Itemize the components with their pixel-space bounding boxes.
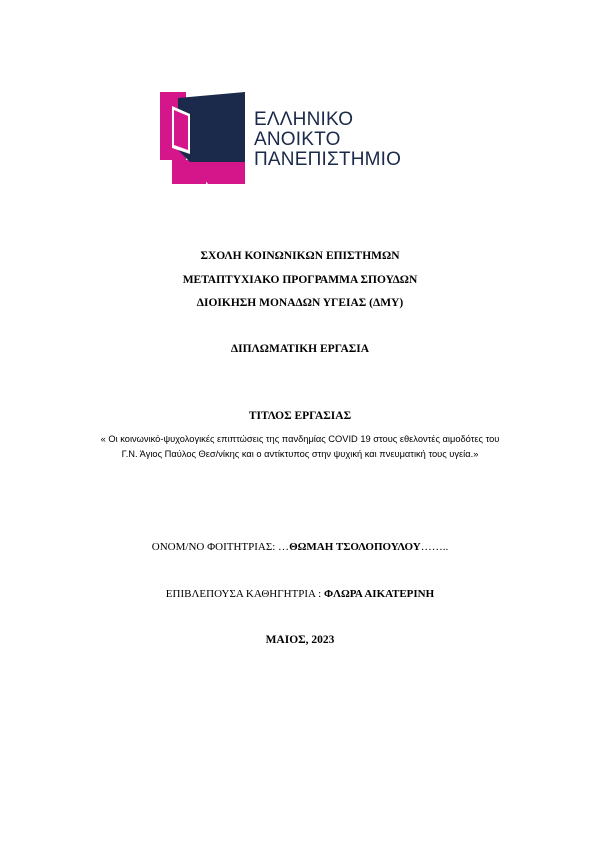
logo-line-1: ΕΛΛΗΝΙΚΟ: [254, 109, 354, 130]
supervisor-name: ΦΛΩΡΑ ΑΙΚΑΤΕΡΙΝΗ: [323, 588, 435, 600]
program-name: ΜΕΤΑΠΤΥΧΙΑΚΟ ΠΡΟΓΡΑΜΜΑ ΣΠΟΥΔΩΝ: [182, 274, 418, 286]
university-logo-text: [254, 110, 401, 170]
title-label: ΤΙΤΛΟΣ ΕΡΓΑΣΙΑΣ: [248, 410, 352, 422]
school-name: ΣΧΟΛΗ ΚΟΙΝΩΝΙΚΩΝ ΕΠΙΣΤΗΜΩΝ: [200, 250, 400, 262]
thesis-title-line-1: « Οι κοινωνικό-ψυχολογικές επιπτώσεις της πανδημίας COVID 19 στους εθελοντές αιμοδότες του: [100, 434, 500, 444]
logo-line-2: ΑΝΟΙΚΤΟ: [254, 129, 341, 150]
student-name: ΘΩΜΑΗ ΤΣΟΛΟΠΟΥΛΟΥ: [289, 541, 421, 553]
student-suffix: ……..: [420, 541, 449, 553]
university-logo-mark-icon: [160, 92, 245, 184]
university-logo: [160, 92, 420, 184]
logo-line-3: ΠΑΝΕΠΙΣΤΗΜΙΟ: [254, 149, 402, 170]
supervisor-label: ΕΠΙΒΛΕΠΟΥΣΑ ΚΑΘΗΓΗΤΡΙΑ :: [165, 588, 324, 600]
student-line: [0, 541, 600, 553]
student-label: ΟΝΟΜ/ΝΟ ΦΟΙΤΗΤΡΙΑΣ: …: [151, 541, 290, 553]
specialization-name: ΔΙΟΙΚΗΣΗ ΜΟΝΑΔΩΝ ΥΓΕΙΑΣ (ΔΜΥ): [196, 297, 404, 309]
supervisor-line: [0, 588, 600, 600]
submission-date: ΜΑΙΟΣ, 2023: [265, 634, 335, 646]
document-type: ΔΙΠΛΩΜΑΤΙΚΗ ΕΡΓΑΣΙΑ: [230, 343, 370, 355]
thesis-title-line-2: Γ.Ν. Άγιος Παύλος Θεσ/νίκης και ο αντίκτυπος στην ψυχική και πνευματική τους υγεία.»: [121, 449, 479, 459]
